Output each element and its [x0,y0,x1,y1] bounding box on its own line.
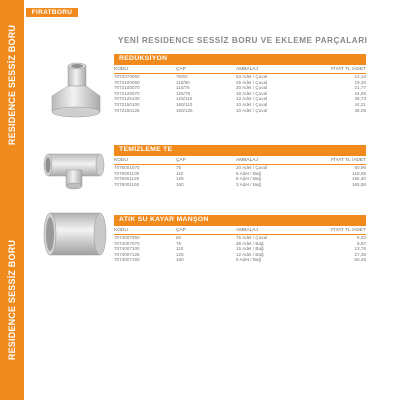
cell-diameter: 125/75 [176,90,191,96]
cell-code: 7074007125 [114,251,140,257]
cell-price: 48,09 [354,107,366,113]
sliding-coupling-illustration [38,205,110,265]
col-cap: ÇAP [176,156,236,165]
cell-code: 7072100050 [114,79,140,85]
side-label-bottom: RESIDENCE SESSİZ BORU [7,239,17,361]
cell-price: 24,06 [354,90,366,96]
col-ambalaj: AMBALAJ [236,65,306,74]
col-ambalaj: AMBALAJ [236,156,306,165]
section-reduksiyon [114,54,366,113]
cell-diameter: 160 [176,181,184,187]
cell-price: 8,87 [357,240,366,246]
cell-package: 3 Adet / Bağ [236,181,262,187]
price-table [114,156,366,187]
cell-price: 27,35 [354,251,366,257]
section-temizleme-te [114,145,366,187]
cell-diameter: 110 [176,246,184,252]
cell-code: 7072150125 [114,107,140,113]
section-atik-su-kayar-manson [114,215,366,263]
cell-code: 7076001150 [114,181,140,187]
col-ambalaj: AMBALAJ [236,226,306,235]
table-row [114,108,366,114]
cell-package: 6 Adet / Bağ [236,257,262,263]
cell-price: 118,08 [352,170,366,176]
section-title: REDÜKSİYON [119,55,168,62]
sliding-coupling-image [38,205,110,270]
cell-price: 165,58 [351,181,366,187]
section-title: TEMİZLEME TE [119,146,173,153]
cell-price: 156,40 [351,176,366,182]
section-title: ATIK SU KAYAR MANŞON [119,216,209,223]
cell-package: 75 Adet / Çuval [236,235,268,240]
cell-package: 25 Adet / Çuval [236,79,268,85]
price-table [114,65,366,113]
col-fiyat: FİYAT TL /ADET [306,156,366,165]
cell-package: 15 Adet / Bağ [236,246,264,252]
cell-code: 7076001100 [114,170,140,176]
cell-diameter: 160/110 [176,101,193,107]
cell-diameter: 110/75 [176,85,190,91]
table-row [114,182,366,188]
cell-code: 7072125100 [114,96,140,102]
cell-price: 13,76 [354,246,366,252]
cell-package: 5 Adet / Bağ [236,176,262,182]
col-fiyat: FİYAT TL /ADET [306,226,366,235]
col-kodu: KODU [114,156,176,165]
cell-code: 7072150100 [114,101,140,107]
cell-code: 7072100070 [114,85,140,91]
cell-price: 50,45 [354,257,366,263]
reducer-image [38,60,110,125]
cell-diameter: 160 [176,257,184,263]
col-cap: ÇAP [176,226,236,235]
col-cap: ÇAP [176,65,236,74]
section-header [114,54,366,65]
col-kodu: KODU [114,226,176,235]
cleaning-tee-illustration [38,140,110,190]
cell-diameter: 125 [176,176,184,182]
section-header [114,215,366,226]
cell-diameter: 160/125 [176,107,193,113]
cell-price: 50,96 [354,165,366,170]
cell-code: 7072125070 [114,90,140,96]
side-label-top: RESIDENCE SESSİZ BORU [7,24,17,146]
cell-code: 7076001070 [114,165,140,170]
price-table [114,226,366,263]
cell-package: 38 Adet / Bağ [236,240,264,246]
cell-package: 10 Adet / Çuval [236,101,268,107]
table-row [114,257,366,263]
cell-price: 5,03 [357,235,366,240]
col-kodu: KODU [114,65,176,74]
cell-price: 44,21 [354,101,366,107]
cell-diameter: 110 [176,170,184,176]
cell-code: 7074007050 [114,235,140,240]
cell-diameter: 125/110 [176,96,193,102]
cell-package: 18 Adet / Çuval [236,90,268,96]
cleaning-tee-image [38,140,110,195]
cell-code: 7074007100 [114,246,140,252]
cell-package: 13 Adet / Çuval [236,96,268,102]
cell-diameter: 50 [176,235,182,240]
cell-package: 5 Adet / Bağ [236,170,262,176]
cell-price: 21,77 [354,85,366,91]
cell-package: 63 Adet / Çuval [236,74,268,79]
cell-package: 20 Adet / Çuval [236,85,268,91]
section-header [114,145,366,156]
cell-diameter: 75/50 [176,74,188,79]
side-banner [0,0,24,400]
cell-package: 12 Adet / Bağ [236,251,264,257]
cell-code: 7072070050 [114,74,140,79]
brand-logo: FIRATBORU [26,8,78,17]
cell-package: 10 Adet / Çuval [236,107,268,113]
cell-code: 7074007070 [114,240,140,246]
cell-code: 7074007150 [114,257,140,263]
cell-diameter: 110/50 [176,79,190,85]
cell-diameter: 125 [176,251,184,257]
col-fiyat: FİYAT TL /ADET [306,65,366,74]
cell-package: 20 Adet / Çuval [236,165,268,170]
cell-price: 12,10 [354,74,366,79]
reducer-illustration [38,60,110,120]
cell-price: 36,73 [354,96,366,102]
cell-diameter: 75 [176,240,182,246]
cell-diameter: 75 [176,165,182,170]
page-title: YENİ RESIDENCE SESSİZ BORU VE EKLEME PARÇALARI [118,36,368,45]
cell-code: 7076001125 [114,176,140,182]
cell-price: 19,30 [354,79,366,85]
